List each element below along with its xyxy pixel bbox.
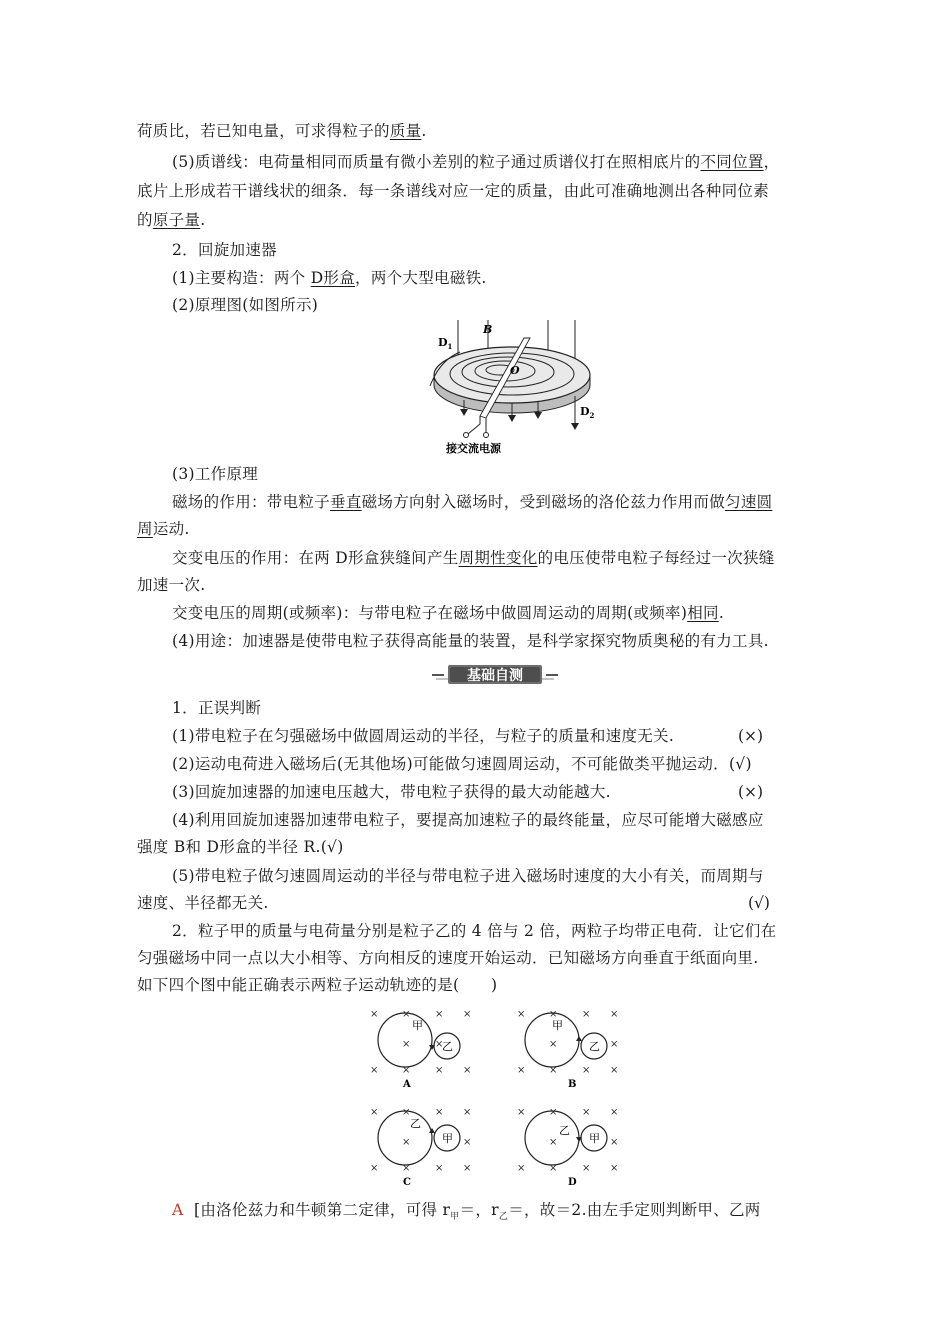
label-big: 甲: [552, 1019, 563, 1032]
svg-text:×: ×: [402, 1107, 411, 1118]
svg-text:×: ×: [435, 1163, 444, 1174]
option-figure-C: [365, 1103, 475, 1188]
judgement-mark: (×): [738, 783, 764, 801]
option-figure-B: [512, 1005, 622, 1090]
svg-text:×: ×: [610, 1009, 619, 1020]
text-line: 周运动.: [137, 520, 190, 538]
svg-text:×: ×: [549, 1107, 558, 1118]
svg-text:×: ×: [402, 1039, 411, 1050]
svg-text:×: ×: [610, 1107, 619, 1118]
label-small: 甲: [589, 1132, 600, 1145]
svg-text:×: ×: [610, 1039, 619, 1050]
svg-text:×: ×: [463, 1065, 472, 1076]
svg-text:×: ×: [610, 1065, 619, 1076]
svg-text:×: ×: [610, 1137, 619, 1148]
svg-text:×: ×: [402, 1137, 411, 1148]
judgement-item: (2)运动电荷进入磁场后(无其他场)可能做匀速圆周运动，不可能做类平抛运动．(√): [172, 755, 752, 773]
svg-text:×: ×: [370, 1107, 379, 1118]
text-line: 的原子量.: [137, 211, 206, 229]
label-D1: $D_1$: [438, 336, 453, 351]
label-small: 乙: [442, 1040, 453, 1053]
judgement-item: (5)带电粒子做匀速圆周运动的半径与带电粒子进入磁场时速度的大小有关，而周期与: [172, 867, 764, 885]
svg-text:×: ×: [582, 1163, 591, 1174]
option-label: A: [403, 1079, 411, 1090]
svg-text:×: ×: [370, 1163, 379, 1174]
svg-text:×: ×: [549, 1039, 558, 1050]
svg-text:×: ×: [549, 1163, 558, 1174]
label-big: 乙: [559, 1124, 570, 1137]
svg-text:×: ×: [610, 1163, 619, 1174]
answer-letter: A: [172, 1201, 184, 1219]
question-text: 如下四个图中能正确表示两粒子运动轨迹的是( ): [137, 976, 498, 994]
text-line: (1)主要构造：两个 D形盒，两个大型电磁铁.: [172, 269, 487, 287]
label-O: O: [510, 364, 520, 377]
judgement-item: (3)回旋加速器的加速电压越大，带电粒子获得的最大动能越大.: [172, 783, 611, 801]
judgement-item: (4)利用回旋加速器加速带电粒子，要提高加速粒子的最终能量，应尽可能增大磁感应: [172, 811, 764, 829]
judgement-item: (1)带电粒子在匀强磁场中做圆周运动的半径，与粒子的质量和速度无关.: [172, 727, 675, 745]
judgement-mark: (×): [738, 727, 764, 745]
svg-text:×: ×: [370, 1009, 379, 1020]
label-small: 乙: [589, 1040, 600, 1053]
figure-caption: 接交流电源: [446, 442, 501, 455]
svg-text:×: ×: [517, 1065, 526, 1076]
svg-text:×: ×: [402, 1065, 411, 1076]
text-line: (2)原理图(如图所示): [172, 296, 319, 314]
svg-text:×: ×: [517, 1009, 526, 1020]
svg-text:×: ×: [549, 1009, 558, 1020]
question-text: 匀强磁场中同一点以大小相等、方向相反的速度开始运动．已知磁场方向垂直于纸面向里.: [137, 949, 759, 967]
svg-text:×: ×: [463, 1163, 472, 1174]
text-line: 加速一次.: [137, 576, 206, 594]
text-line: 底片上形成若干谱线状的细条．每一条谱线对应一定的质量，由此可准确地测出各种同位素: [137, 182, 770, 200]
svg-text:×: ×: [435, 1009, 444, 1020]
option-figure-A: [365, 1005, 475, 1090]
cyclotron-diagram: [420, 320, 605, 458]
judgement-item: 强度 B和 D形盒的半径 R.(√): [137, 838, 344, 856]
svg-text:×: ×: [402, 1009, 411, 1020]
judgement-mark: (√): [748, 894, 770, 912]
svg-text:×: ×: [517, 1107, 526, 1118]
svg-text:×: ×: [582, 1107, 591, 1118]
text-line: 交变电压的周期(或频率)：与带电粒子在磁场中做圆周运动的周期(或频率)相同.: [172, 604, 725, 622]
svg-text:×: ×: [517, 1163, 526, 1174]
svg-text:×: ×: [582, 1009, 591, 1020]
section-heading: 2．回旋加速器: [172, 241, 277, 259]
option-label: D: [568, 1177, 577, 1188]
label-B: B: [483, 323, 493, 336]
section-banner: [430, 663, 560, 687]
svg-text:×: ×: [549, 1137, 558, 1148]
svg-text:×: ×: [549, 1065, 558, 1076]
svg-text:×: ×: [463, 1137, 472, 1148]
label-small: 甲: [442, 1132, 453, 1145]
svg-text:×: ×: [463, 1107, 472, 1118]
text-line: (4)用途：加速器是使带电粒子获得高能量的装置，是科学家探究物质奥秘的有力工具.: [172, 632, 769, 650]
text-line: 荷质比，若已知电量，可求得粒子的质量.: [137, 122, 427, 140]
svg-text:×: ×: [435, 1065, 444, 1076]
option-figure-D: [512, 1103, 622, 1188]
question-heading: 1．正误判断: [172, 699, 262, 717]
svg-text:×: ×: [435, 1039, 444, 1050]
svg-text:×: ×: [370, 1065, 379, 1076]
text-line: 磁场的作用：带电粒子垂直磁场方向射入磁场时，受到磁场的洛伦兹力作用而做匀速圆: [172, 493, 773, 511]
banner-title: 基础自测: [467, 668, 523, 684]
option-label: C: [403, 1177, 411, 1188]
svg-text:×: ×: [582, 1065, 591, 1076]
answer-line: A [由洛伦兹力和牛顿第二定律，可得 $r_甲=$，$r_乙=$，故＝2.由左手定则判断甲、乙两: [172, 1201, 761, 1223]
svg-text:×: ×: [463, 1009, 472, 1020]
option-label: B: [568, 1079, 577, 1090]
label-big: 乙: [410, 1117, 421, 1130]
judgement-item: 速度、半径都无关.: [137, 894, 269, 912]
svg-text:×: ×: [435, 1107, 444, 1118]
text-line: (5)质谱线：电荷量相同而质量有微小差别的粒子通过质谱仪打在照相底片的不同位置，: [172, 153, 780, 171]
svg-text:×: ×: [402, 1163, 411, 1174]
label-big: 甲: [412, 1019, 423, 1032]
text-line: (3)工作原理: [172, 465, 259, 483]
label-D2: $D_2$: [580, 405, 595, 420]
text-line: 交变电压的作用：在两 D形盒狭缝间产生周期性变化的电压使带电粒子每经过一次狭缝: [172, 549, 775, 567]
question-text: 2．粒子甲的质量与电荷量分别是粒子乙的 4 倍与 2 倍，两粒子均带正电荷．让它们在: [172, 922, 777, 940]
